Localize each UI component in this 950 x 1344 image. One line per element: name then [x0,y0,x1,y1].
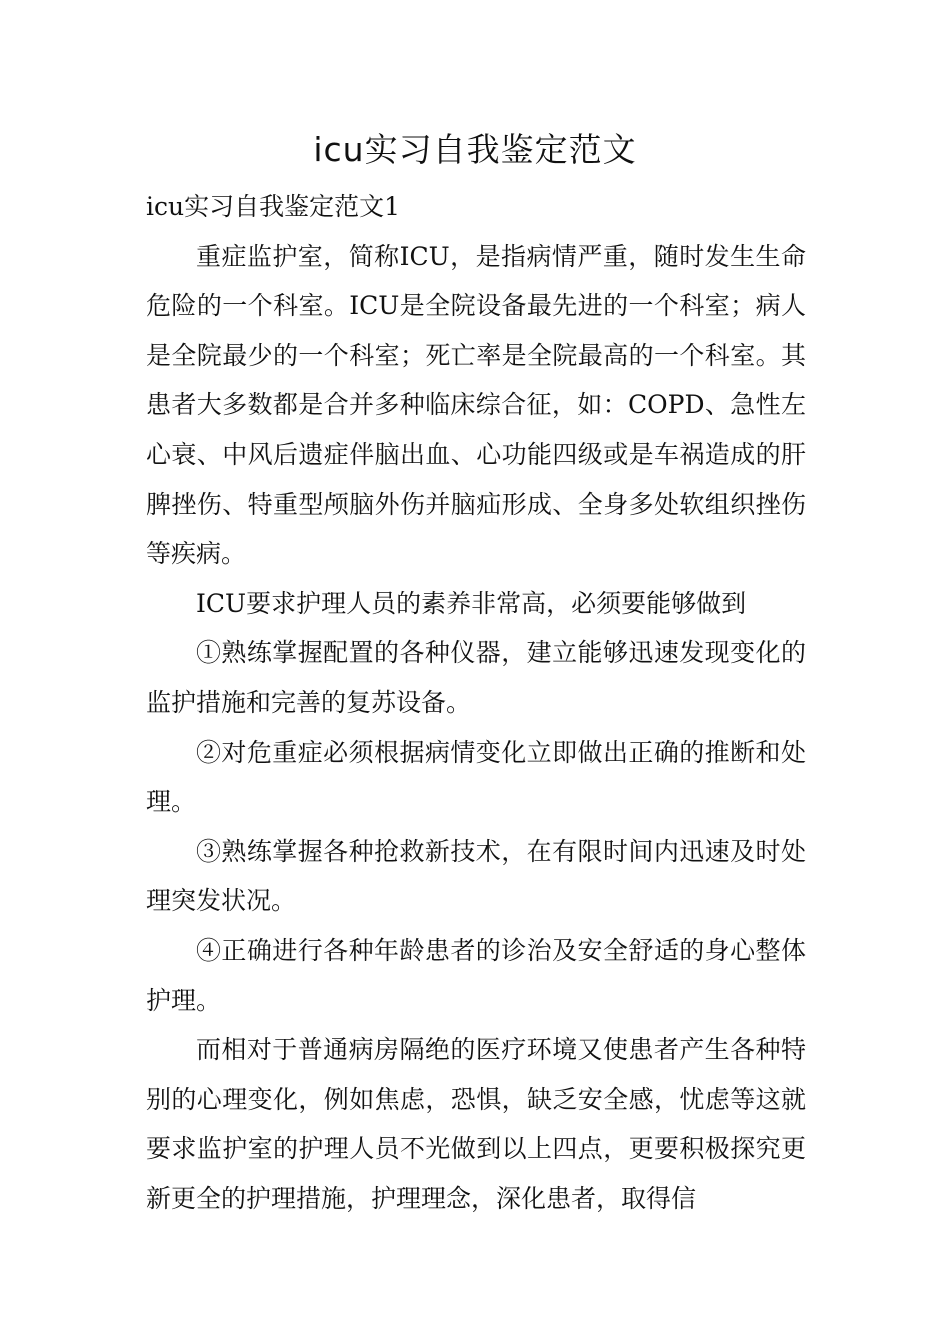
list-item-2: ②对危重症必须根据病情变化立即做出正确的推断和处理。 [146,737,806,817]
document-title: icu实习自我鉴定范文 [313,130,637,169]
list-item-4: ④正确进行各种年龄患者的诊治及安全舒适的身心整体护理。 [146,935,806,1015]
list-item-1: ①熟练掌握配置的各种仪器，建立能够迅速发现变化的监护措施和完善的复苏设备。 [146,638,806,717]
paragraph-intro: 重症监护室，简称ICU，是指病情严重，随时发生生命危险的一个科室。ICU是全院设备最先进的一个科室；病人是全院最少的一个科室；死亡率是全院最高的一个科室。其患者大多数都是合并多种临床综合征，如：COPD、急性左心衰、中风后遗症伴脑出血、心功能四级或是车祸造成的肝脾挫伤、特重型颅脑外伤并脑疝形成、全身多处软组织挫伤等疾病。 [146,241,806,569]
section-subtitle: icu实习自我鉴定范文1 [146,192,401,221]
list-item-3: ③熟练掌握各种抢救新技术，在有限时间内迅速及时处理突发状况。 [146,836,806,916]
paragraph-requirements: ICU要求护理人员的素养非常高，必须要能够做到 [196,588,747,618]
document-body [146,182,806,1223]
paragraph-psychology: 而相对于普通病房隔绝的医疗环境又使患者产生各种特别的心理变化，例如焦虑，恐惧，缺乏安全感，忧虑等这就要求监护室的护理人员不光做到以上四点，更要积极探究更新更全的护理措施，护理理念，深化患者，取得信 [146,1035,806,1213]
